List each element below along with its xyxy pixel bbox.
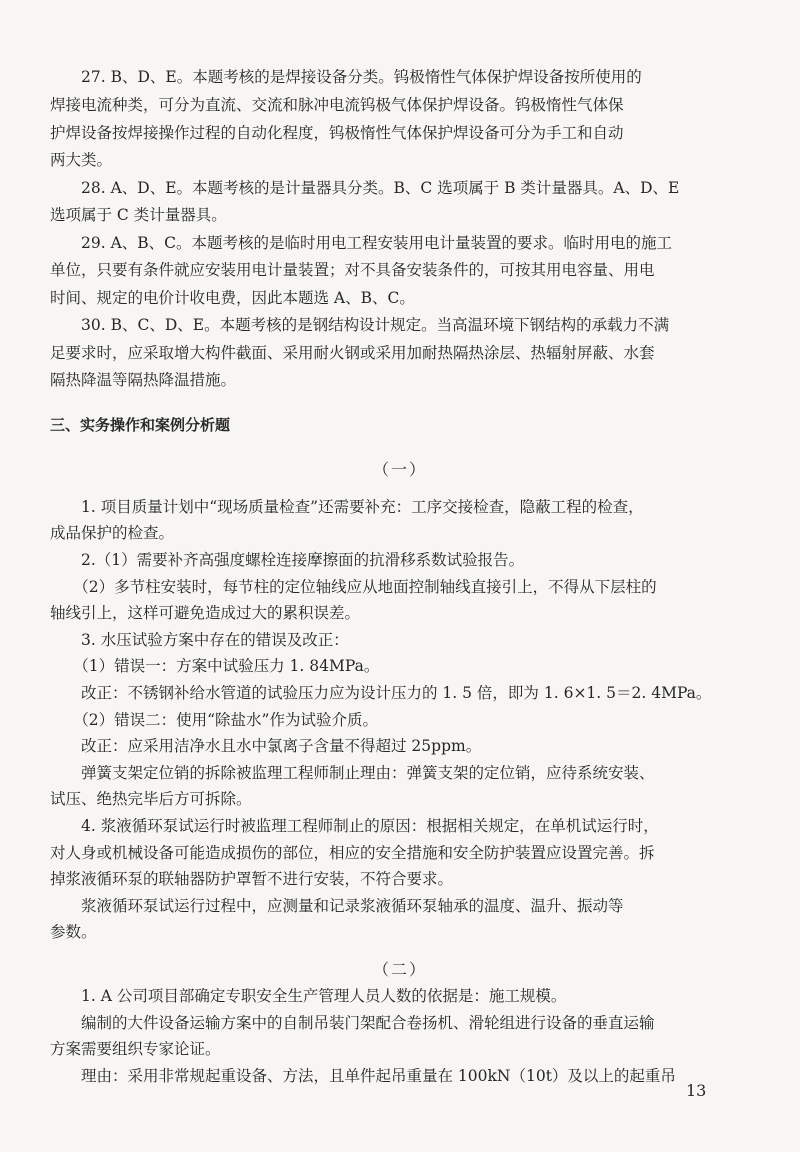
text-line: 1. A 公司项目部确定专职安全生产管理人员人数的依据是：施工规模。 [50,987,567,1005]
text-line: 编制的大件设备运输方案中的自制吊装门架配合卷扬机、滑轮组进行设备的垂直运输 [50,1014,655,1032]
text-line: 对人身或机械设备可能造成损伤的部位，相应的安全措施和安全防护装置应设置完善。拆 [50,844,655,862]
text-line: 28. A、D、E。本题考核的是计量器具分类。B、C 选项属于 B 类计量器具。A、D、E [50,179,680,197]
text-line: 理由：采用非常规起重设备、方法，且单件起吊重量在 100kN（10t）及以上的起重吊 [50,1067,676,1085]
text-line: 足要求时，应采取增大构件截面、采用耐火钢或采用加耐热隔热涂层、热辐射屏蔽、水套 [50,344,655,362]
text-line: 1. 项目质量计划中“现场质量检查”还需要补充：工序交接检查，隐蔽工程的检查， [50,498,644,516]
subsection-heading: （二） [372,960,427,979]
text-line: 30. B、C、D、E。本题考核的是钢结构设计规定。当高温环境下钢结构的承载力不满 [50,316,670,334]
text-line: 轴线引上，这样可避免造成过大的累积误差。 [50,604,361,622]
text-line: 29. A、B、C。本题考核的是临时用电工程安装用电计量装置的要求。临时用电的施工 [50,234,673,252]
text-line: 焊接电流种类，可分为直流、交流和脉冲电流钨极气体保护焊设备。钨极惰性气体保 [50,96,624,114]
text-line: 改正：应采用洁净水且水中氯离子含量不得超过 25ppm。 [50,737,482,755]
text-line: 参数。 [50,923,97,941]
text-line: 选项属于 C 类计量器具。 [50,206,227,224]
text-line: 3. 水压试验方案中存在的错误及改正： [50,631,349,649]
text-line: 护焊设备按焊接操作过程的自动化程度，钨极惰性气体保护焊设备可分为手工和自动 [50,124,624,142]
text-line: （1）错误一：方案中试验压力 1. 84MPa。 [50,657,380,675]
text-line: 浆液循环泵试运行过程中，应测量和记录浆液循环泵轴承的温度、温升、振动等 [50,897,624,915]
text-line: 掉浆液循环泵的联轴器防护罩暂不进行安装，不符合要求。 [50,870,454,888]
text-line: （2）多节柱安装时，每节柱的定位轴线应从地面控制轴线直接引上，不得从下层柱的 [50,578,657,596]
page-number: 13 [686,1081,707,1100]
text-line: （2）错误二：使用“除盐水”作为试验介质。 [50,711,378,729]
text-line: 弹簧支架定位销的拆除被监理工程师制止理由：弹簧支架的定位销，应待系统安装、 [50,764,655,782]
section-heading: 三、实务操作和案例分析题 [50,416,231,434]
text-line: 改正：不锈钢补给水管道的试验压力应为设计压力的 1. 5 倍，即为 1. 6×1. 5＝2. 4MPa。 [50,684,712,702]
subsection-heading: （一） [372,460,427,479]
text-line: 隔热降温等隔热降温措施。 [50,371,237,389]
text-line: 4. 浆液循环泵试运行时被监理工程师制止的原因：根据相关规定，在单机试运行时， [50,817,659,835]
text-line: 试压、绝热完毕后方可拆除。 [50,790,252,808]
text-line: 成品保护的检查。 [50,524,175,542]
text-line: 2.（1）需要补齐高强度螺栓连接摩擦面的抗滑移系数试验报告。 [50,551,525,569]
text-line: 方案需要组织专家论证。 [50,1040,221,1058]
text-line: 时间、规定的电价计收电费，因此本题选 A、B、C。 [50,289,415,307]
text-line: 单位，只要有条件就应安装用电计量装置；对不具备安装条件的，可按其用电容量、用电 [50,261,655,279]
text-line: 27. B、D、E。本题考核的是焊接设备分类。钨极惰性气体保护焊设备按所使用的 [50,68,642,86]
text-line: 两大类。 [50,151,113,169]
